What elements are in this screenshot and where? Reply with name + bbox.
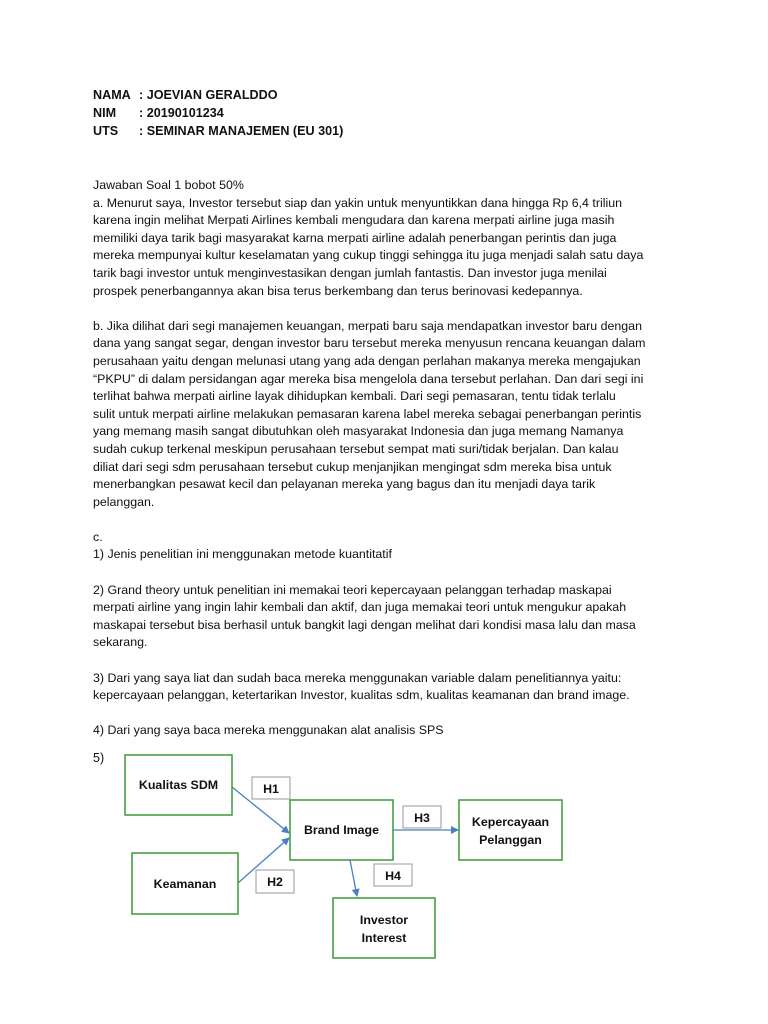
node-brand-image: [290, 800, 393, 860]
node-label: Brand Image: [303, 823, 380, 837]
text-line: 2) Grand theory untuk penelitian ini memakai teori kepercayaan pelanggan terhadap maskapai: [93, 582, 612, 597]
text-line: a. Menurut saya, Investor tersebut siap dan yakin untuk menyuntikkan dana hingga Rp 6,4 triliun: [93, 195, 622, 210]
text-line: 3) Dari yang saya liat dan sudah baca mereka menggunakan variable dalam penelitiannya yaitu:: [93, 670, 622, 685]
answer-c-label: c.: [93, 529, 103, 544]
header-value: : 20190101234: [139, 106, 224, 120]
text-line: yang memang masih sangat dibutuhkan oleh masyarakat Indonesia dan juga memang Namanya: [93, 424, 624, 439]
header-value: : SEMINAR MANAJEMEN (EU 301): [139, 124, 344, 138]
node-label: Keamanan: [153, 877, 217, 891]
node-keamanan: [132, 853, 238, 914]
text-line: terlihat bahwa merpati airline layak dihidupkan kembali. Dari segi pemasaran, tentu tidak terlalu: [93, 389, 616, 404]
text-line: diliat dari segi sdm perusahaan tersebut cukup menjanjikan mengingat sdm mereka bisa untuk: [93, 459, 612, 474]
hypothesis-label: H4: [385, 869, 401, 883]
text-line: 4) Dari yang saya baca mereka menggunakan alat analisis SPS: [93, 723, 444, 738]
node-label-line1: Investor: [359, 913, 409, 927]
text-line: merpati airline yang ingin lahir kembali dan aktif, dan juga memakai teori untuk mengukur apakah: [93, 600, 627, 615]
hypothesis-label: H2: [267, 875, 283, 889]
header-key: NIM: [93, 106, 117, 120]
header-key: NAMA: [93, 88, 131, 102]
header-value: : JOEVIAN GERALDDO: [139, 88, 278, 102]
text-line: mereka mempunyai kultur keselamatan yang cukup tinggi sehingga itu juga menjadi salah satu daya: [93, 248, 644, 263]
text-line: memiliki daya tarik bagi masyarakat karna merpati airline adalah penerbangan perintis dan juga: [93, 230, 617, 245]
hypothesis-h3: [403, 806, 441, 828]
text-line: sekarang.: [93, 635, 148, 650]
text-line: maskapai tersebut bisa berhasil untuk bangkit lagi dengan melihat dari kondisi masa lalu dan masa: [93, 617, 636, 632]
text-line: karena ingin melihat Merpati Airlines kembali mengudara dan karena merpati airline juga masih: [93, 213, 615, 228]
hypothesis-h2: [256, 870, 294, 893]
text-line: prospek penerbangannya akan bisa terus berkembang dan terus berinovasi kedepannya.: [93, 283, 583, 298]
hypothesis-label: H3: [414, 811, 430, 825]
text-line: 1) Jenis penelitian ini menggunakan metode kuantitatif: [93, 547, 392, 562]
hypothesis-label: H1: [263, 782, 279, 796]
answer-title: Jawaban Soal 1 bobot 50%: [93, 178, 244, 192]
text-line: menerbangkan pesawat kecil dan pelayanan mereka yang bagus dan itu menjadi daya tarik: [93, 477, 596, 492]
text-line: b. Jika dilihat dari segi manajemen keuangan, merpati baru saja mendapatkan investor baru dengan: [93, 318, 642, 333]
hypothesis-h1: [252, 777, 290, 799]
node-label: Kualitas SDM: [138, 778, 219, 792]
node-label-line2: Pelanggan: [479, 833, 542, 847]
node-kepercayaan-pelanggan: [459, 800, 562, 860]
text-line: “PKPU” di dalam persidangan agar mereka bisa mengelola dana tersebut perlahan. Dan dari segi ini: [93, 371, 644, 386]
node-kualitas-sdm: [125, 755, 232, 815]
text-line: sulit untuk merpati airline melakukan pemasaran karena label mereka sebagai penerbangan perintis: [93, 406, 642, 421]
text-line: tarik bagi investor untuk menginvestasikan dengan jumlah fantastis. Dan investor juga menilai: [93, 265, 607, 280]
text-line: sudah cukup terkenal meskipun perusahaan tersebut sempat mati suri/tidak berjalan. Dan kalau: [93, 441, 619, 456]
arrow-h4: [350, 860, 357, 896]
text-line: perusahaan yaitu dengan melunasi utang yang ada dengan perlahan makanya mereka mengajukan: [93, 353, 641, 368]
node-label-line1: Kepercayaan: [471, 815, 550, 829]
text-line: kepercayaan pelanggan, ketertarikan Investor, kualitas sdm, kualitas keamanan dan brand image.: [93, 688, 630, 703]
answer-c5-label: 5): [93, 751, 105, 765]
node-investor-interest: [333, 898, 435, 958]
text-line: dana yang sangat segar, dengan investor baru tersebut mereka menyusun rencana keuangan dalam: [93, 336, 646, 351]
header-key: UTS: [93, 124, 119, 138]
node-label-line2: Interest: [361, 931, 407, 945]
text-line: pelanggan.: [93, 494, 155, 509]
hypothesis-h4: [374, 864, 412, 886]
